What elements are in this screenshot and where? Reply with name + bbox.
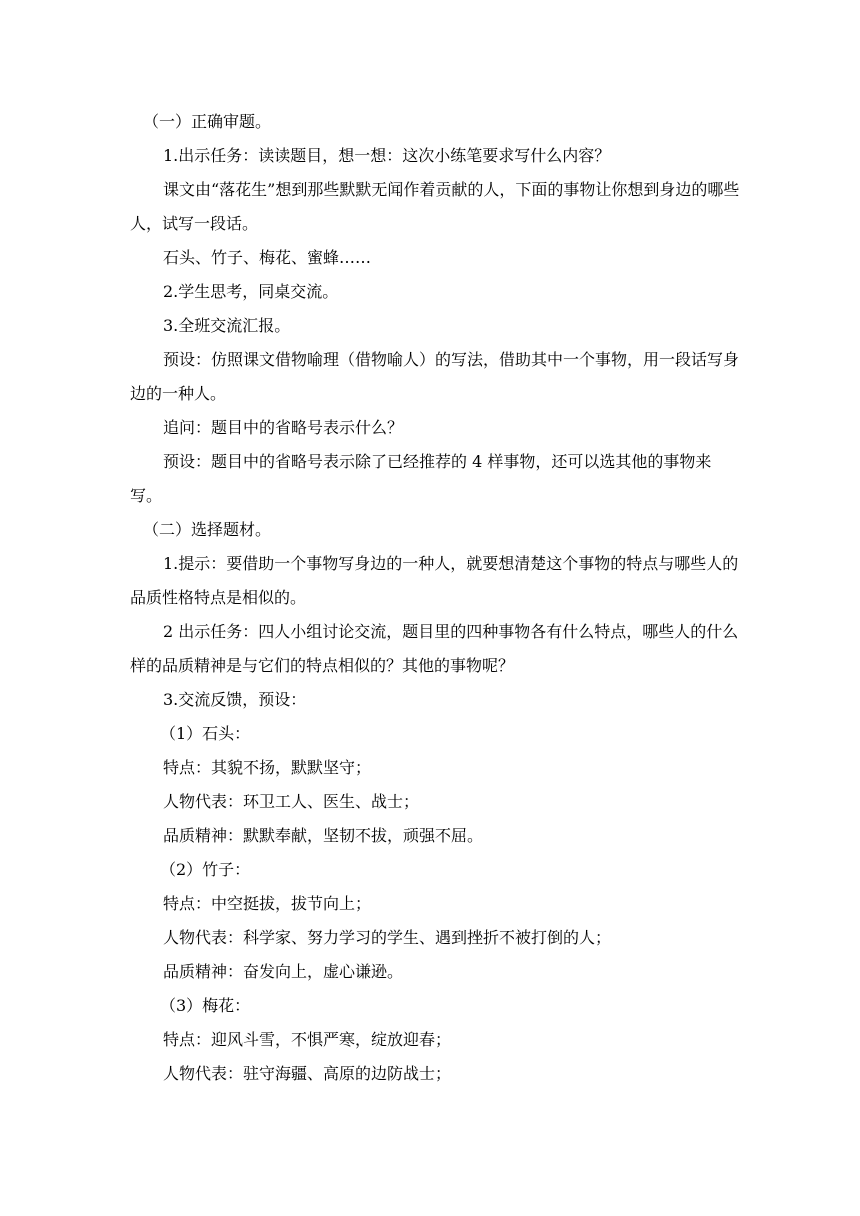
list-item: 特点：中空挺拔，拔节向上； bbox=[163, 894, 372, 913]
section-heading-1: （一）正确审题。 bbox=[143, 112, 272, 131]
sub-heading: （1）石头： bbox=[160, 724, 251, 743]
paragraph: 课文由“落花生”想到那些默默无闻作着贡献的人，下面的事物让你想到身边的哪些人，试写一段话。 bbox=[130, 180, 740, 233]
paragraph: 追问：题目中的省略号表示什么？ bbox=[163, 418, 404, 437]
list-item: 品质精神：奋发向上，虚心谦逊。 bbox=[163, 962, 404, 981]
section-heading-2: （二）选择题材。 bbox=[143, 520, 272, 539]
document-body bbox=[130, 105, 740, 1091]
list-item: 特点：迎风斗雪，不惧严寒，绽放迎春； bbox=[163, 1030, 452, 1049]
list-item: 品质精神：默默奉献，坚韧不拔，顽强不屈。 bbox=[163, 826, 484, 845]
paragraph: 预设：仿照课文借物喻理（借物喻人）的写法，借助其中一个事物，用一段话写身边的一种人。 bbox=[130, 350, 740, 403]
paragraph: 2 出示任务：四人小组讨论交流，题目里的四种事物各有什么特点，哪些人的什么样的品质精神是与它们的特点相似的？其他的事物呢？ bbox=[130, 622, 739, 675]
paragraph: 2.学生思考，同桌交流。 bbox=[163, 282, 339, 301]
list-item: 人物代表：科学家、努力学习的学生、遇到挫折不被打倒的人； bbox=[163, 928, 612, 947]
list-item: 特点：其貌不扬，默默坚守； bbox=[163, 758, 372, 777]
paragraph: 石头、竹子、梅花、蜜蜂…… bbox=[163, 248, 372, 267]
paragraph: 1.出示任务：读读题目，想一想：这次小练笔要求写什么内容？ bbox=[163, 146, 611, 165]
sub-heading: （3）梅花： bbox=[160, 996, 251, 1015]
paragraph: 预设：题目中的省略号表示除了已经推荐的 4 样事物，还可以选其他的事物来写。 bbox=[130, 452, 712, 505]
list-item: 人物代表：环卫工人、医生、战士； bbox=[163, 792, 420, 811]
paragraph: 3.全班交流汇报。 bbox=[163, 316, 291, 335]
paragraph: 3.交流反馈，预设： bbox=[163, 690, 307, 709]
paragraph: 1.提示：要借助一个事物写身边的一种人，就要想清楚这个事物的特点与哪些人的品质性格特点是相似的。 bbox=[130, 554, 739, 607]
sub-heading: （2）竹子： bbox=[160, 860, 251, 879]
list-item: 人物代表：驻守海疆、高原的边防战士； bbox=[163, 1064, 452, 1083]
